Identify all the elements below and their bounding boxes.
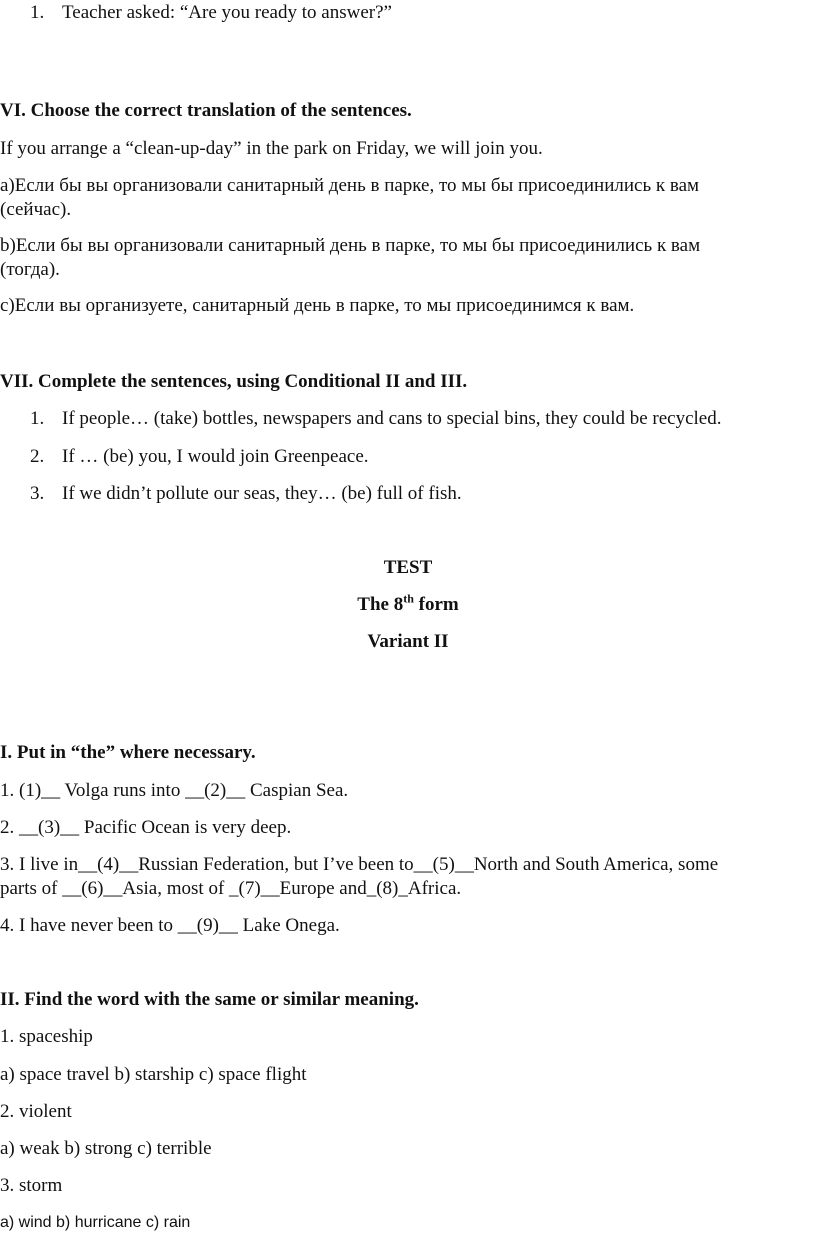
section-heading: I. Put in “the” where necessary. — [0, 742, 256, 763]
answer-options: a) wind b) hurricane c) rain — [0, 1214, 191, 1231]
section-heading: VI. Choose the correct translation of the sentences. — [0, 100, 412, 121]
sentence: If you arrange a “clean-up-day” in the park on Friday, we will join you. — [0, 138, 543, 159]
list-number: 1. — [30, 408, 45, 429]
list-number: 3. — [30, 483, 45, 504]
answer-options: a) space travel b) starship c) space flight — [0, 1064, 307, 1085]
form-suffix: form — [413, 594, 459, 615]
form-superscript: th — [403, 591, 414, 606]
section-heading: VII. Complete the sentences, using Conditional II and III. — [0, 371, 468, 392]
exercise-line: 1. (1)__ Volga runs into __(2)__ Caspian Sea. — [0, 780, 349, 801]
exercise-line-continued: parts of __(6)__Asia, most of _(7)__Europe and_(8)_Africa. — [0, 878, 462, 899]
question: 2. violent — [0, 1101, 72, 1122]
variant-title: Variant II — [367, 631, 449, 652]
question: 3. storm — [0, 1175, 63, 1196]
option-b-continued: (тогда). — [0, 259, 60, 280]
question: 1. spaceship — [0, 1026, 93, 1047]
form-prefix: The 8 — [357, 594, 404, 615]
form-title — [0, 593, 816, 617]
list-item-text: If people… (take) bottles, newspapers and cans to special bins, they could be recycled. — [62, 408, 722, 429]
test-title: TEST — [383, 557, 433, 578]
list-item-text: If we didn’t pollute our seas, they… (be) full of fish. — [62, 483, 462, 504]
answer-options: a) weak b) strong c) terrible — [0, 1138, 212, 1159]
option-a-continued: (сейчас). — [0, 199, 72, 220]
option-b: b)Если бы вы организовали санитарный день в парке, то мы бы присоединились к вам — [0, 235, 701, 256]
option-a: a)Если бы вы организовали санитарный день в парке, то мы бы присоединились к вам — [0, 175, 700, 196]
list-number: 1. — [30, 2, 45, 23]
exercise-line: 4. I have never been to __(9)__ Lake Onega. — [0, 915, 340, 936]
exercise-line: 2. __(3)__ Pacific Ocean is very deep. — [0, 817, 292, 838]
list-item-text: If … (be) you, I would join Greenpeace. — [62, 446, 369, 467]
list-item-text: Teacher asked: “Are you ready to answer?” — [62, 2, 392, 23]
list-number: 2. — [30, 446, 45, 467]
exercise-line: 3. I live in__(4)__Russian Federation, but I’ve been to__(5)__North and South America, some — [0, 854, 719, 875]
option-c: c)Если вы организуете, санитарный день в парке, то мы присоединимся к вам. — [0, 295, 635, 316]
section-heading: II. Find the word with the same or similar meaning. — [0, 989, 419, 1010]
